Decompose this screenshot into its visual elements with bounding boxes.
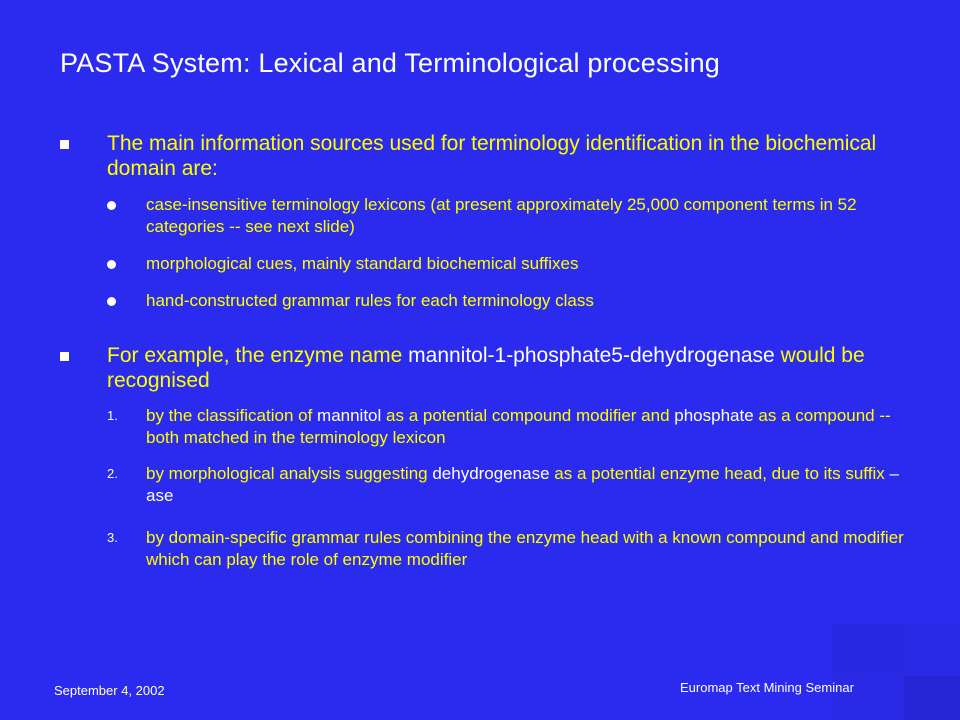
text-segment: by the classification of (146, 406, 318, 425)
round-bullet-icon (107, 201, 116, 210)
text-segment: For example, the enzyme name (107, 344, 409, 367)
term-dehydrogenase: dehydrogenase (432, 464, 550, 483)
corner-decoration-dark (904, 676, 960, 720)
item-text (146, 463, 906, 507)
sub-bullet-text: case-insensitive terminology lexicons (at present approximately 25,000 component terms in 52 categories -- see next slide) (146, 195, 857, 236)
text-segment: would be recognised (107, 344, 865, 392)
bullet-text: The main information sources used for terminology identification in the biochemical domain are: (107, 132, 877, 180)
sub-bullet-text: morphological cues, mainly standard biochemical suffixes (146, 254, 579, 273)
round-bullet-icon (107, 297, 116, 306)
text-segment: as a compound -- both matched in the terminology lexicon (146, 406, 891, 447)
term-phosphate: phosphate (674, 406, 754, 425)
term-mannitol: mannitol (317, 406, 382, 425)
square-bullet-icon (60, 352, 69, 361)
item-number: 2. (107, 466, 118, 481)
item-text (146, 405, 906, 449)
item-text: by domain-specific grammar rules combining the enzyme head with a known compound and modifier which can play the role of enzyme modifier (146, 528, 904, 569)
item-number: 1. (107, 408, 118, 423)
text-segment: as a potential compound modifier and (381, 406, 675, 425)
footer-date: September 4, 2002 (54, 683, 165, 698)
term-ase-suffix: –ase (146, 464, 899, 505)
text-segment: by morphological analysis suggesting (146, 464, 433, 483)
text-segment: as a potential enzyme head, due to its suffix (549, 464, 890, 483)
item-number: 3. (107, 530, 118, 545)
corner-decoration-inner (832, 624, 904, 676)
sub-bullet-text: hand-constructed grammar rules for each terminology class (146, 291, 594, 310)
footer-event: Euromap Text Mining Seminar (680, 680, 854, 695)
round-bullet-icon (107, 260, 116, 269)
slide-title: PASTA System: Lexical and Terminological processing (60, 48, 721, 78)
enzyme-term: mannitol-1-phosphate5-dehydrogenase (408, 344, 775, 367)
bullet-text (107, 343, 897, 393)
square-bullet-icon (60, 140, 69, 149)
